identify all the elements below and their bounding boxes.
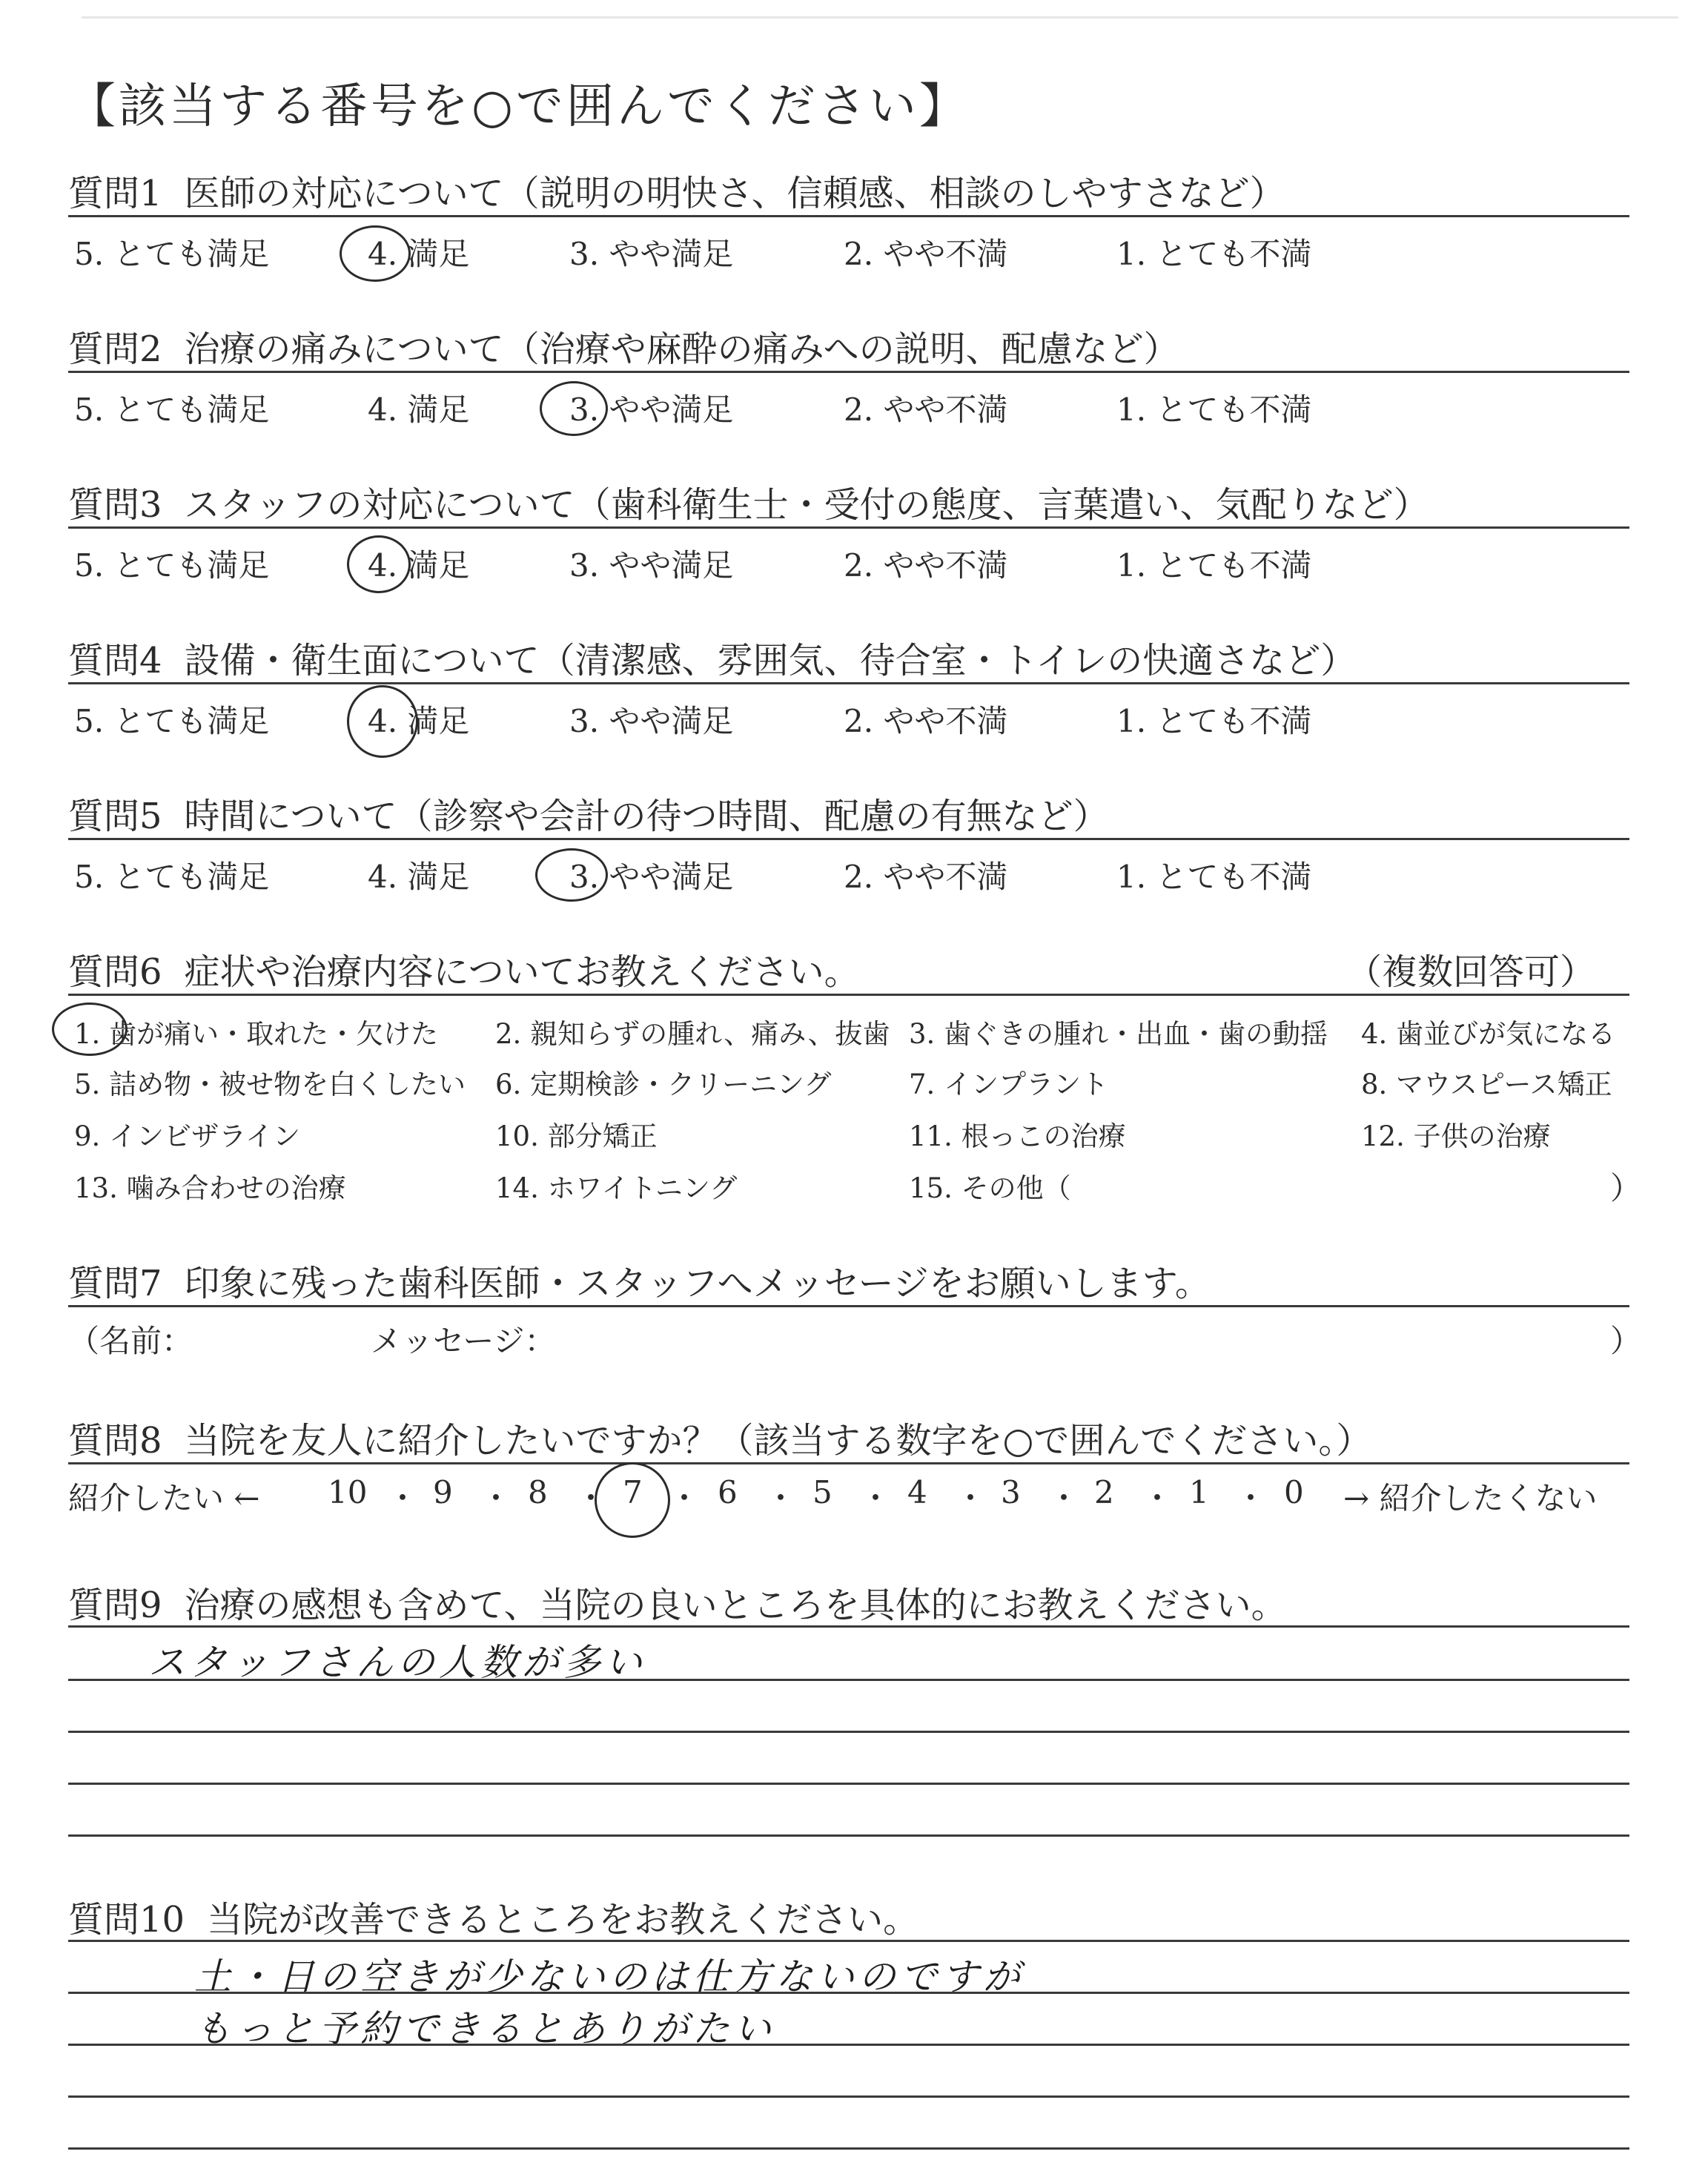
q6-option[interactable]: 10. 部分矯正: [495, 1120, 658, 1152]
scale-value[interactable]: 3: [1001, 1474, 1021, 1510]
option-2[interactable]: 2. やや不満: [844, 236, 1008, 272]
answer-line: [68, 1940, 1629, 1942]
q6-option[interactable]: 6. 定期検診・クリーニング: [495, 1069, 832, 1100]
question-number: 質問3: [68, 484, 162, 526]
answer-line: [68, 1834, 1629, 1837]
option-5[interactable]: 5. とても満足: [74, 392, 270, 428]
q6-option[interactable]: 2. 親知らずの腫れ、痛み、抜歯: [495, 1018, 890, 1050]
question-5-heading: [68, 787, 1625, 839]
scale-value[interactable]: 9: [433, 1474, 453, 1510]
question-text: 印象に残った歯科医師・スタッフへメッセージをお願いします。: [184, 1263, 1211, 1304]
q6-option[interactable]: 3. 歯ぐきの腫れ・出血・歯の動揺: [909, 1018, 1328, 1050]
question-rule: [68, 994, 1629, 996]
option-2[interactable]: 2. やや不満: [844, 547, 1008, 584]
question-rule: [68, 682, 1629, 684]
question-rule: [68, 838, 1629, 840]
scale-value[interactable]: 5: [812, 1474, 833, 1510]
option-1[interactable]: 1. とても不満: [1116, 703, 1312, 739]
option-2[interactable]: 2. やや不満: [844, 859, 1008, 895]
q6-option[interactable]: 15. その他（: [909, 1172, 1071, 1204]
scale-value[interactable]: 0: [1284, 1474, 1304, 1510]
selected-circle: [540, 381, 608, 436]
top-border: [82, 16, 1678, 19]
question-number: 質問6: [68, 951, 162, 993]
question-rule: [68, 1462, 1629, 1464]
question-2-heading: [68, 320, 1625, 371]
recommend-scale: 紹介したい ← 10 ・ 9 ・ 8 ・ 7 ・ 6 ・ 5 ・ 4 ・ 3 ・ 2 ・ 1 ・ 0 → 紹介したくない: [68, 1474, 1629, 1519]
question-3-heading: [68, 476, 1625, 527]
answer-line: [68, 1992, 1629, 1994]
q6-option[interactable]: 4. 歯並びが気になる: [1361, 1018, 1616, 1050]
option-2[interactable]: 2. やや不満: [844, 392, 1008, 428]
multiple-answer-note: （複数回答可）: [1345, 951, 1595, 993]
q6-option[interactable]: 9. インビザライン: [74, 1120, 300, 1152]
question-number: 質問10: [68, 1899, 185, 1941]
question-text: 治療の感想も含めて、当院の良いところを具体的にお教えください。: [184, 1585, 1287, 1626]
scale-left-label: 紹介したい ←: [68, 1480, 260, 1516]
question-4-heading: [68, 632, 1625, 683]
question-1-heading: [68, 165, 1625, 216]
scale-value[interactable]: 10: [328, 1474, 368, 1510]
scale-value[interactable]: 4: [907, 1474, 927, 1510]
question-rule: [68, 371, 1629, 373]
option-3[interactable]: 3. やや満足: [569, 547, 734, 584]
question-rule: [68, 526, 1629, 529]
question-rule: [68, 215, 1629, 217]
question-9-heading: [68, 1576, 1625, 1628]
option-4[interactable]: 4. 満足: [368, 236, 470, 272]
q6-option[interactable]: 7. インプラント: [909, 1069, 1109, 1100]
q6-option[interactable]: 12. 子供の治療: [1361, 1120, 1551, 1152]
option-4[interactable]: 4. 満足: [368, 703, 470, 739]
option-5[interactable]: 5. とても満足: [74, 859, 270, 895]
option-3[interactable]: 3. やや満足: [569, 859, 734, 895]
scale-value[interactable]: 6: [718, 1474, 738, 1510]
scale-value[interactable]: 1: [1189, 1474, 1209, 1510]
option-5[interactable]: 5. とても満足: [74, 703, 270, 739]
question-text: 時間について（診察や会計の待つ時間、配慮の有無など）: [184, 796, 1109, 837]
option-3[interactable]: 3. やや満足: [569, 392, 734, 428]
selected-circle: [535, 848, 608, 902]
answer-line: [68, 1679, 1629, 1681]
option-1[interactable]: 1. とても不満: [1116, 547, 1312, 584]
q6-other-close: ）: [1610, 1170, 1642, 1206]
option-3[interactable]: 3. やや満足: [569, 236, 734, 272]
question-number: 質問5: [68, 796, 162, 837]
scale-value[interactable]: 2: [1094, 1474, 1114, 1510]
option-4[interactable]: 4. 満足: [368, 392, 470, 428]
question-text: 医師の対応について（説明の明快さ、信頼感、相談のしやすさなど）: [184, 173, 1285, 214]
q6-option[interactable]: 5. 詰め物・被せ物を白くしたい: [74, 1069, 466, 1100]
answer-line: [68, 2095, 1629, 2098]
question-number: 質問8: [68, 1420, 162, 1462]
option-1[interactable]: 1. とても不満: [1116, 392, 1312, 428]
answer-line: [68, 2147, 1629, 2150]
handwritten-answer: 土・日の空きが少ないのは仕方ないのですが: [194, 1955, 1025, 1998]
answer-line: [68, 1625, 1629, 1628]
option-5[interactable]: 5. とても満足: [74, 236, 270, 272]
question-text: 当院を友人に紹介したいですか？（該当する数字を○で囲んでください。）: [184, 1420, 1372, 1462]
question-6-heading: [68, 943, 1625, 994]
option-2[interactable]: 2. やや不満: [844, 703, 1008, 739]
option-5[interactable]: 5. とても満足: [74, 547, 270, 584]
selected-circle: [347, 535, 411, 593]
q6-option[interactable]: 11. 根っこの治療: [909, 1120, 1126, 1152]
q6-option[interactable]: 8. マウスピース矯正: [1361, 1069, 1612, 1100]
message-close: ）: [1610, 1323, 1642, 1359]
selected-circle: [347, 685, 418, 758]
question-number: 質問4: [68, 640, 162, 681]
scale-right-label: → 紹介したくない: [1343, 1480, 1598, 1516]
option-1[interactable]: 1. とても不満: [1116, 859, 1312, 895]
selected-circle: [340, 225, 411, 282]
question-text: 当院が改善できるところをお教えください。: [207, 1899, 919, 1941]
answer-line: [68, 1731, 1629, 1733]
question-number: 質問7: [68, 1263, 162, 1304]
question-text: 症状や治療内容についてお教えください。: [184, 951, 860, 993]
instruction-heading: 【該当する番号を○で囲んでください】: [68, 79, 970, 134]
selected-circle: [595, 1462, 670, 1538]
handwritten-answer: もっと予約できるとありがたい: [194, 2007, 775, 2050]
question-text: 設備・衛生面について（清潔感、雰囲気、待合室・トイレの快適さなど）: [184, 640, 1357, 681]
name-label: （名前：: [68, 1323, 193, 1359]
q6-option[interactable]: 1. 歯が痛い・取れた・欠けた: [74, 1018, 439, 1050]
answer-line: [68, 1783, 1629, 1785]
handwritten-answer: スタッフさんの人数が多い: [148, 1641, 646, 1684]
selected-circle: [52, 1003, 128, 1056]
option-4[interactable]: 4. 満足: [368, 859, 470, 895]
scale-value[interactable]: 8: [528, 1474, 548, 1510]
question-number: 質問9: [68, 1585, 162, 1626]
answer-line: [68, 2044, 1629, 2046]
question-text: 治療の痛みについて（治療や麻酔の痛みへの説明、配慮など）: [184, 328, 1179, 370]
q6-option[interactable]: 13. 噛み合わせの治療: [74, 1172, 346, 1204]
question-rule: [68, 1305, 1629, 1307]
option-3[interactable]: 3. やや満足: [569, 703, 734, 739]
option-1[interactable]: 1. とても不満: [1116, 236, 1312, 272]
question-text: スタッフの対応について（歯科衛生士・受付の態度、言葉遣い、気配りなど）: [184, 484, 1429, 526]
q6-option[interactable]: 14. ホワイトニング: [495, 1172, 738, 1204]
question-10-heading: [68, 1891, 1625, 1942]
question-8-heading: [68, 1412, 1625, 1463]
option-4[interactable]: 4. 満足: [368, 547, 470, 584]
message-label: メッセージ：: [371, 1323, 556, 1359]
scale-value[interactable]: 7: [623, 1474, 643, 1510]
question-7-heading: [68, 1255, 1625, 1306]
question-number: 質問1: [68, 173, 162, 214]
question-number: 質問2: [68, 328, 162, 370]
